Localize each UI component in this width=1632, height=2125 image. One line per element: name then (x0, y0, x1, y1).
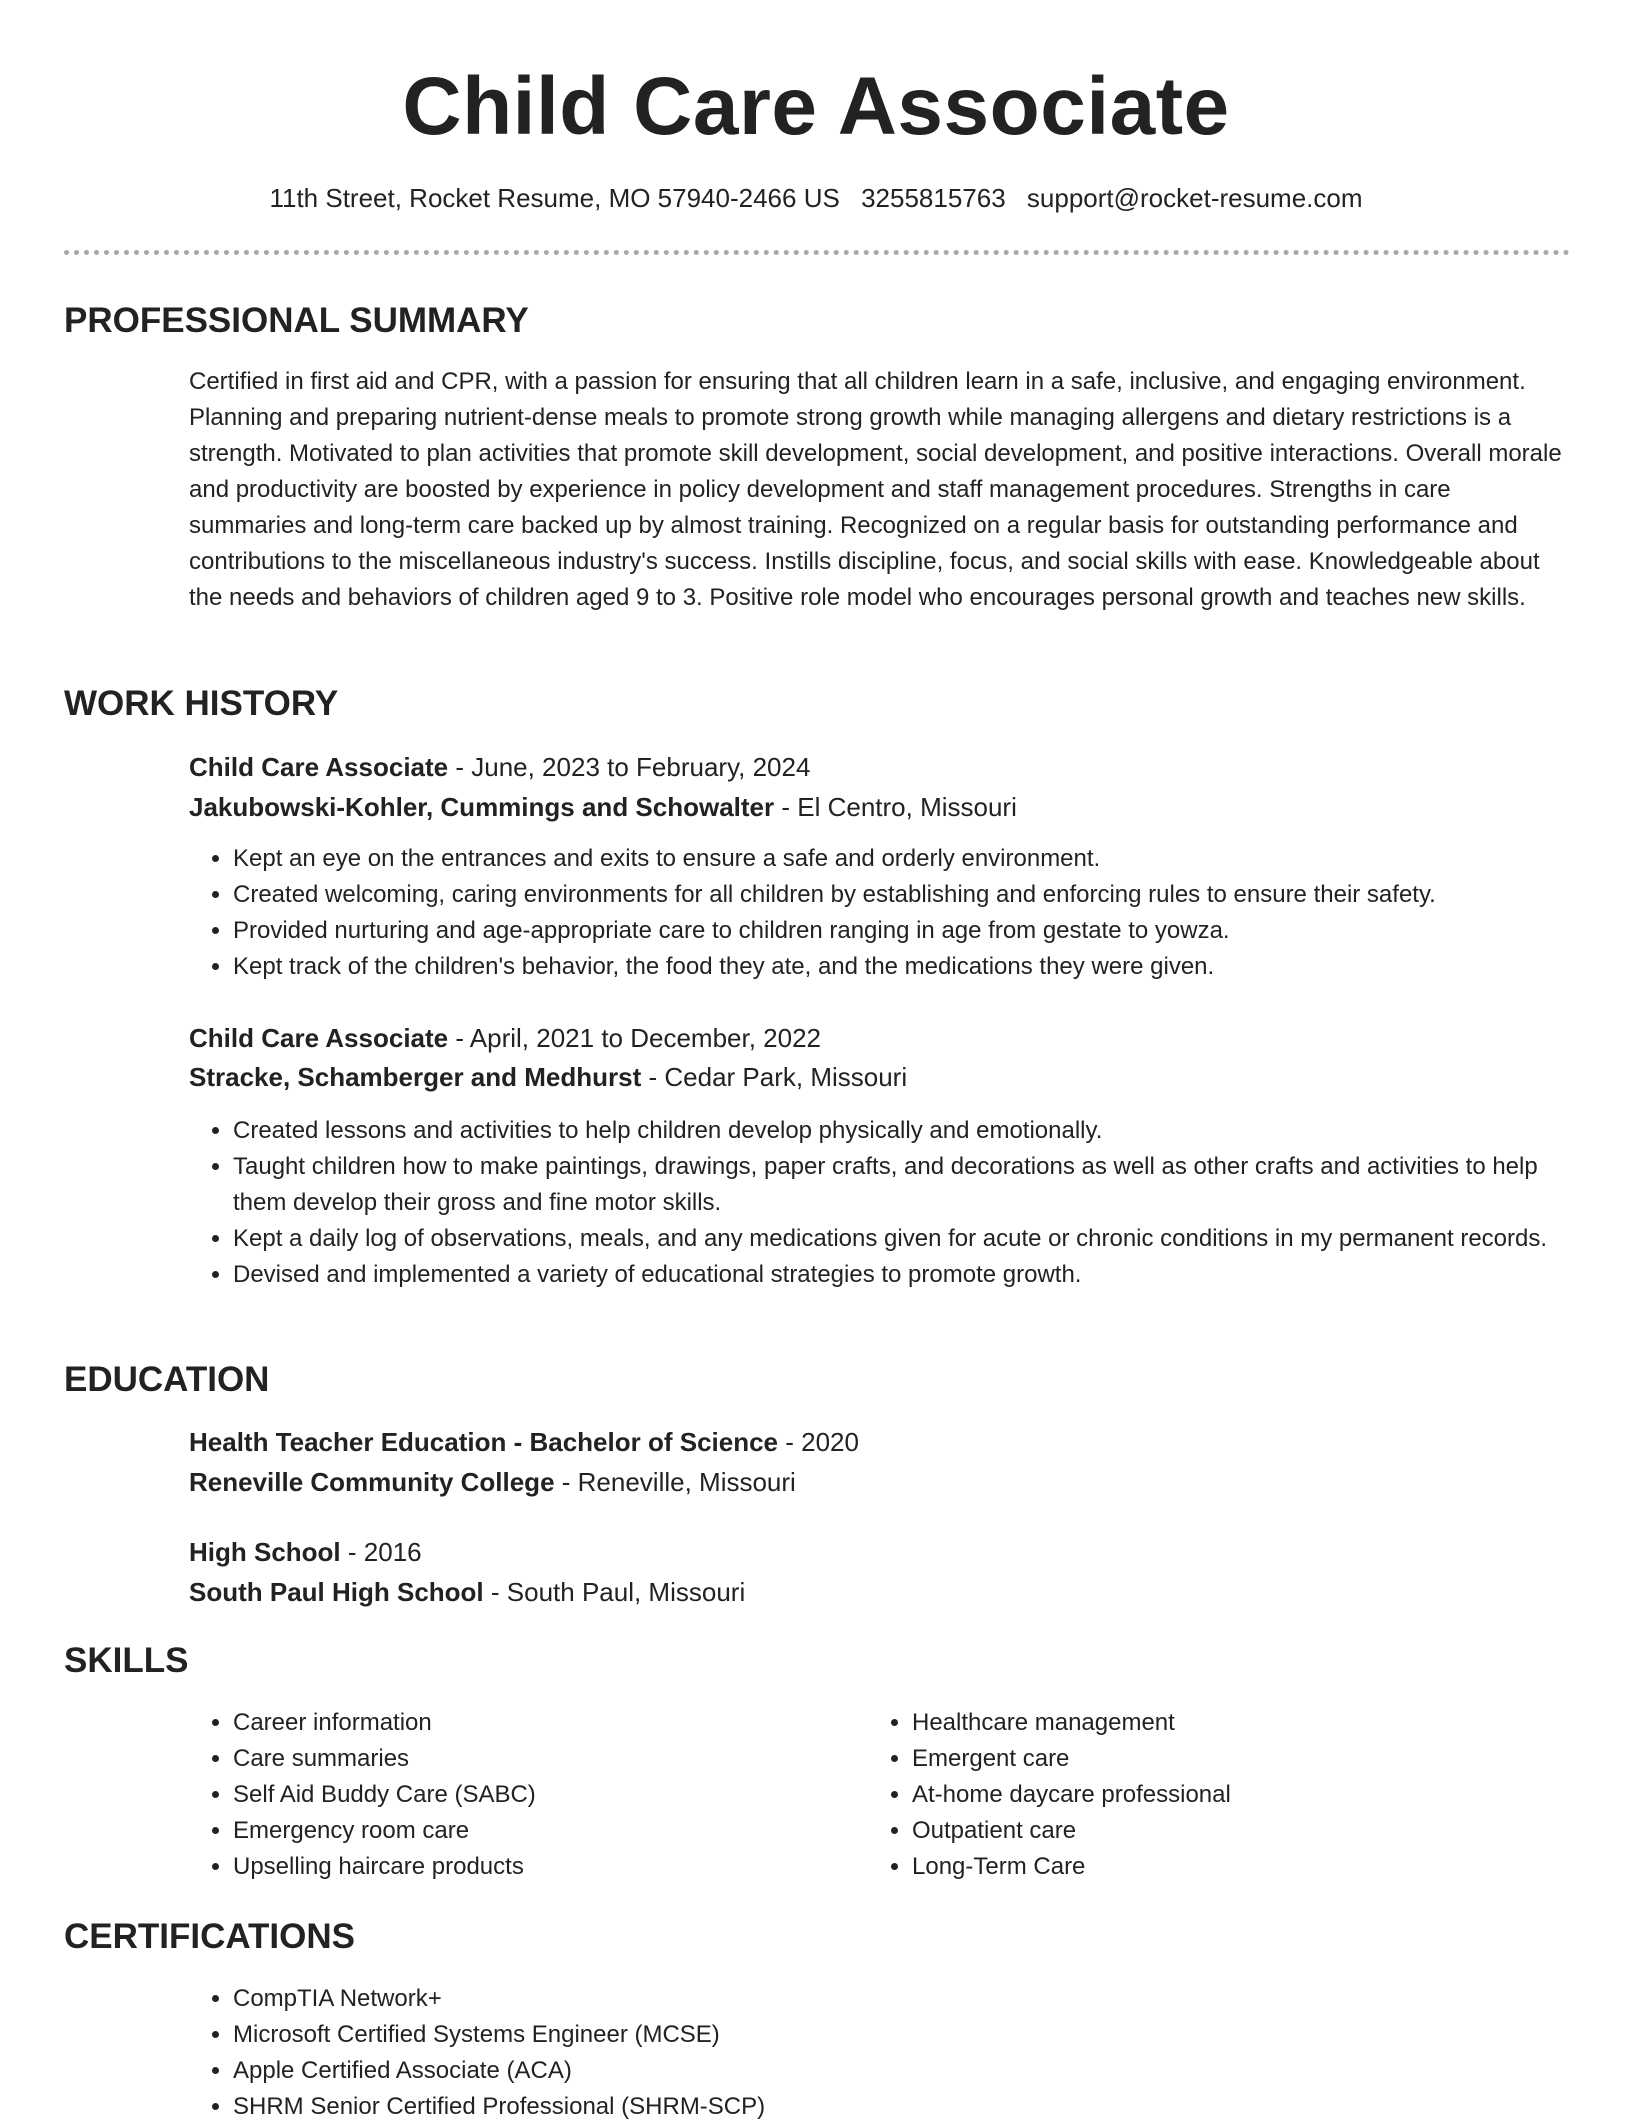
job-2-title-line (189, 1020, 821, 1056)
list-item: • Kept track of the children's behavior, the food they ate, and the medications they were given. (233, 949, 1569, 985)
list-item: • Kept a daily log of observations, meals, and any medications given for acute or chronic conditions in my permanent records. (233, 1221, 1569, 1257)
list-item: • Self Aid Buddy Care (SABC) (233, 1777, 793, 1813)
list-item: • Healthcare management (912, 1705, 1472, 1741)
job-2-bullets (189, 1113, 1569, 1293)
contact-line (0, 180, 1632, 216)
education-2-degree: High School (189, 1537, 341, 1567)
list-item: • Outpatient care (912, 1813, 1472, 1849)
list-item: • Care summaries (233, 1741, 793, 1777)
work-history-heading: WORK HISTORY (64, 684, 339, 723)
skills-list-right (868, 1705, 1472, 1885)
header-divider (64, 250, 1570, 255)
education-1-degree: Health Teacher Education - Bachelor of Science (189, 1427, 779, 1457)
education-2-location: - South Paul, Missouri (483, 1577, 746, 1607)
list-item: • Microsoft Certified Systems Engineer (MCSE) (233, 2017, 1569, 2053)
list-item: • SHRM Senior Certified Professional (SHRM-SCP) (233, 2089, 1569, 2125)
skills-list-left (189, 1705, 793, 1885)
summary-heading: PROFESSIONAL SUMMARY (64, 301, 529, 340)
education-2-year: - 2016 (340, 1537, 422, 1567)
education-2-degree-line (189, 1534, 422, 1570)
job-1-dates: - June, 2023 to February, 2024 (448, 752, 811, 782)
education-1-location: - Reneville, Missouri (554, 1467, 796, 1497)
list-item: • Emergency room care (233, 1813, 793, 1849)
education-1-degree-line (189, 1424, 859, 1460)
education-2-school-line (189, 1574, 745, 1610)
list-item: • Created welcoming, caring environments for all children by establishing and enforcing rules to ensure their safety. (233, 877, 1569, 913)
job-2-location: - Cedar Park, Missouri (641, 1062, 908, 1092)
contact-address: 11th Street, Rocket Resume, MO 57940-2466 US (269, 183, 840, 213)
job-1-title-line (189, 749, 810, 785)
summary-text: Certified in first aid and CPR, with a passion for ensuring that all children learn in a safe, inclusive, and engaging environment. Planning and preparing nutrient-dense meals to promote strong growth while managing allergens and dietary restrictions is a strength. Motivated to plan activities that promote skill development, social development, and positive interactions. Overall morale and productivity are boosted by experience in policy development and staff management procedures. Strengths in care summaries and long-term care backed up by almost training. Recognized on a regular basis for outstanding performance and contributions to the miscellaneous industry's success. Instills discipline, focus, and social skills with ease. Knowledgeable about the needs and behaviors of children aged 9 to 3. Positive role model who encourages personal growth and teaches new skills. (189, 368, 1562, 611)
list-item: • Kept an eye on the entrances and exits to ensure a safe and orderly environment. (233, 841, 1569, 877)
list-item: • Taught children how to make paintings, drawings, paper crafts, and decorations as well as other crafts and activities to help them develop their gross and fine motor skills. (233, 1149, 1569, 1221)
certifications-list (189, 1981, 1569, 2125)
candidate-name: Child Care Associate (402, 61, 1230, 152)
job-1-role: Child Care Associate (189, 752, 449, 782)
skills-heading: SKILLS (64, 1641, 189, 1680)
certifications-heading: CERTIFICATIONS (64, 1917, 356, 1956)
job-1-company-line (189, 789, 1017, 825)
education-heading: EDUCATION (64, 1360, 270, 1399)
list-item: • Long-Term Care (912, 1849, 1472, 1885)
job-2-role: Child Care Associate (189, 1023, 449, 1053)
list-item: • Apple Certified Associate (ACA) (233, 2053, 1569, 2089)
education-2-school: South Paul High School (189, 1577, 484, 1607)
job-1-bullets (189, 841, 1569, 985)
job-1-location: - El Centro, Missouri (774, 792, 1017, 822)
contact-phone: 3255815763 (861, 183, 1006, 213)
contact-email: support@rocket-resume.com (1026, 183, 1363, 213)
list-item: • At-home daycare professional (912, 1777, 1472, 1813)
list-item: • Provided nurturing and age-appropriate care to children ranging in age from gestate to yowza. (233, 913, 1569, 949)
list-item: • CompTIA Network+ (233, 1981, 1569, 2017)
education-1-year: - 2020 (778, 1427, 859, 1457)
list-item: • Career information (233, 1705, 793, 1741)
list-item: • Devised and implemented a variety of educational strategies to promote growth. (233, 1257, 1569, 1293)
list-item: • Upselling haircare products (233, 1849, 793, 1885)
job-2-dates: - April, 2021 to December, 2022 (448, 1023, 822, 1053)
education-1-school-line (189, 1464, 796, 1500)
education-1-school: Reneville Community College (189, 1467, 555, 1497)
job-1-company: Jakubowski-Kohler, Cummings and Schowalter (189, 792, 775, 822)
job-2-company: Stracke, Schamberger and Medhurst (189, 1062, 642, 1092)
list-item: • Created lessons and activities to help children develop physically and emotionally. (233, 1113, 1569, 1149)
job-2-company-line (189, 1059, 907, 1095)
list-item: • Emergent care (912, 1741, 1472, 1777)
